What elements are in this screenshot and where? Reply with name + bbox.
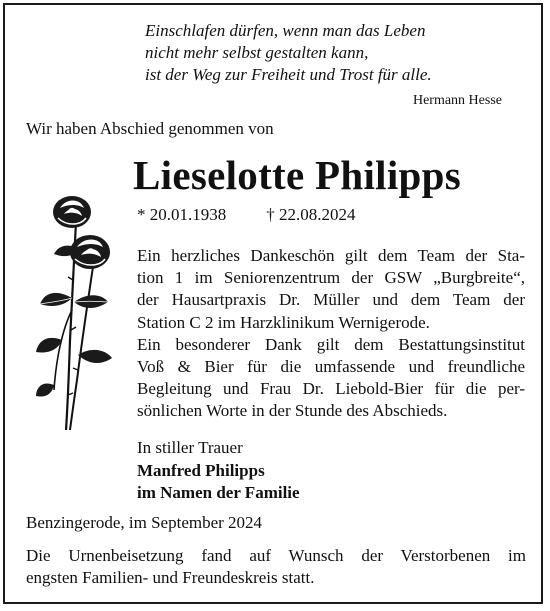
roses-icon (32, 190, 124, 435)
place-date: Benzingerode, im September 2024 (26, 513, 263, 532)
quote-line-3: ist der Weg zur Freiheit und Trost für alle. (145, 65, 432, 84)
mourner-family: im Namen der Familie (137, 483, 300, 502)
burial-notice-line-1: Die Urnenbeisetzung fand auf Wunsch der Verstorbenen im (26, 546, 526, 565)
paragraph-1-line-3: der Hausartpraxis Dr. Müller und dem Team der (137, 290, 525, 310)
paragraph-1-line-4: Station C 2 im Harzklinikum Wernigerode. (137, 312, 430, 332)
burial-notice (26, 545, 526, 589)
paragraph-1-line-2: tion 1 im Seniorenzentrum der GSW „Burgbreite“, (137, 268, 525, 288)
quote-line-2: nicht mehr selbst gestalten kann, (145, 43, 369, 62)
birth-date: * 20.01.1938 (137, 205, 227, 224)
burial-notice-line-2: engsten Familien- und Freundeskreis statt. (26, 568, 315, 587)
quote-line-1: Einschlafen dürfen, wenn man das Leben (145, 21, 426, 40)
quote-author: Hermann Hesse (412, 93, 502, 108)
acknowledgement-text (137, 245, 525, 423)
intro-text: Wir haben Abschied genommen von (26, 119, 274, 138)
signoff (137, 437, 300, 505)
deceased-name: Lieselotte Philipps (133, 152, 462, 198)
paragraph-2 (137, 334, 525, 423)
paragraph-2-line-3: Begleitung und Frau Dr. Liebold-Bier für die per- (137, 379, 525, 399)
signoff-line-1: In stiller Trauer (137, 438, 243, 457)
paragraph-2-line-2: Voß & Bier für die umfassende und freundliche (137, 357, 525, 377)
paragraph-2-line-1: Ein besonderer Dank gilt dem Bestattungsinstitut (137, 334, 525, 354)
mourner-name: Manfred Philipps (137, 460, 265, 480)
life-dates (137, 204, 356, 226)
quote (145, 20, 480, 86)
paragraph-1 (137, 245, 525, 334)
paragraph-1-line-1: Ein herzliches Dankeschön gilt dem Team der Sta- (137, 246, 525, 265)
paragraph-2-line-4: sönlichen Worte in der Stunde des Abschieds. (137, 401, 448, 421)
death-date: † 22.08.2024 (266, 205, 356, 224)
